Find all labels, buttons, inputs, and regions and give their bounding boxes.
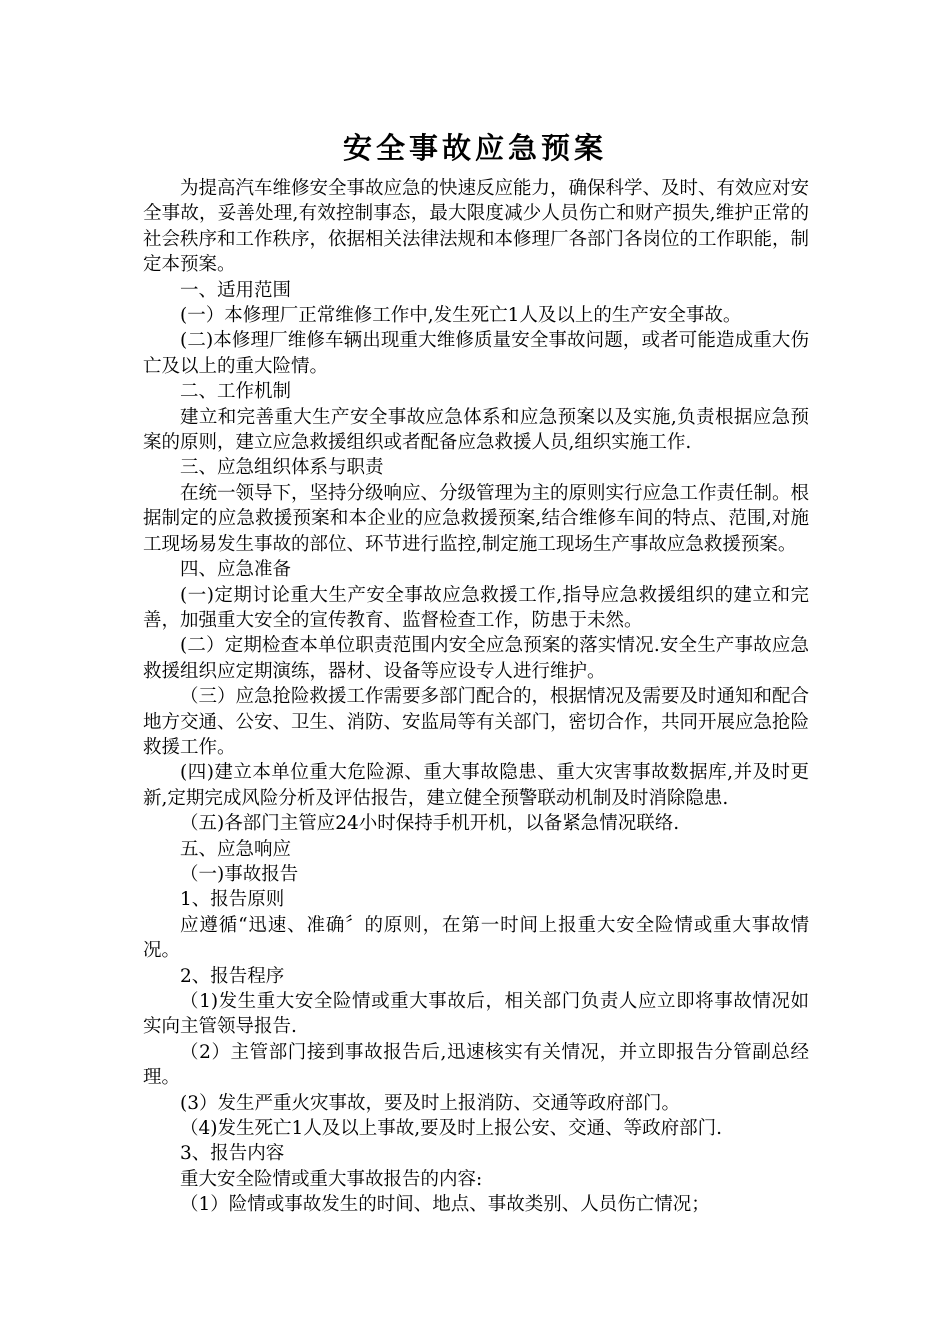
paragraph: （4)发生死亡1人及以上事故,要及时上报公安、交通、等政府部门. — [180, 1118, 723, 1140]
paragraph: 在统一领导下，坚持分级响应、分级管理为主的原则实行应急工作责任制。根据制定的应急救援预案和本企业的应急救援预案,结合维修车间的特点、范围,对施工现场易发生事故的部位、环节进行监控,制定施工现场生产事故应急救援预案。 — [143, 482, 810, 555]
section-heading-mechanism: 二、工作机制 — [180, 381, 292, 403]
paragraph: （三）应急抢险救援工作需要多部门配合的，根据情况及需要及时通知和配合地方交通、公安、卫生、消防、安监局等有关部门，密切合作，共同开展应急抢险救援工作。 — [143, 686, 810, 758]
paragraph: (一)定期讨论重大生产安全事故应急救援工作,指导应急救援组织的建立和完善，加强重大安全的宣传教育、监督检查工作，防患于未然。 — [143, 584, 809, 631]
subsection-heading: 2、报告程序 — [180, 965, 285, 987]
paragraph: （1)发生重大安全险情或重大事故后，相关部门负责人应立即将事故情况如实向主管领导报告. — [143, 991, 809, 1038]
paragraph-intro: 为提高汽车维修安全事故应急的快速反应能力，确保科学、及时、有效应对安全事故，妥善处理,有效控制事态，最大限度减少人员伤亡和财产损失,维护正常的社会秩序和工作秩序，依据相关法律法规和本修理厂各部门各岗位的工作职能，制定本预案。 — [143, 178, 810, 276]
paragraph: (一）本修理厂正常维修工作中,发生死亡1人及以上的生产安全事故。 — [180, 305, 742, 327]
paragraph: (二)本修理厂维修车辆出现重大维修质量安全事故问题，或者可能造成重大伤亡及以上的重大险情。 — [143, 330, 809, 377]
subsection-heading: 1、报告原则 — [180, 889, 285, 911]
section-heading-response: 五、应急响应 — [180, 838, 292, 860]
paragraph: （2）主管部门接到事故报告后,迅速核实有关情况，并立即报告分管副总经理。 — [143, 1041, 809, 1089]
document-body — [143, 176, 809, 1218]
paragraph: 重大安全险情或重大事故报告的内容: — [180, 1168, 483, 1190]
paragraph: (3）发生严重火灾事故，要及时上报消防、交通等政府部门。 — [180, 1092, 680, 1114]
subsection-heading: 3、报告内容 — [180, 1143, 285, 1165]
section-heading-organization: 三、应急组织体系与职责 — [180, 457, 384, 479]
paragraph: (四)建立本单位重大危险源、重大事故隐患、重大灾害事故数据库,并及时更新,定期完成风险分析及评估报告，建立健全预警联动机制及时消除隐患. — [143, 762, 809, 809]
section-heading-scope: 一、适用范围 — [180, 279, 292, 301]
paragraph: 应遵循“迅速、准确〞的原则，在第一时间上报重大安全险情或重大事故情况。 — [143, 914, 809, 962]
paragraph: (二）定期检查本单位职责范围内安全应急预案的落实情况.安全生产事故应急救援组织应定期演练，器材、设备等应设专人进行维护。 — [143, 635, 809, 682]
paragraph: 建立和完善重大生产安全事故应急体系和应急预案以及实施,负责根据应急预案的原则，建立应急救援组织或者配备应急救援人员,组织实施工作. — [143, 406, 809, 454]
subsection-heading: （一)事故报告 — [180, 863, 299, 885]
section-heading-preparation: 四、应急准备 — [180, 559, 292, 581]
document-title: 安全事故应急预案 — [342, 131, 607, 165]
paragraph: （五)各部门主管应24小时保持手机开机，以备紧急情况联络. — [180, 813, 680, 835]
paragraph: （1）险情或事故发生的时间、地点、事故类别、人员伤亡情况； — [180, 1194, 710, 1216]
